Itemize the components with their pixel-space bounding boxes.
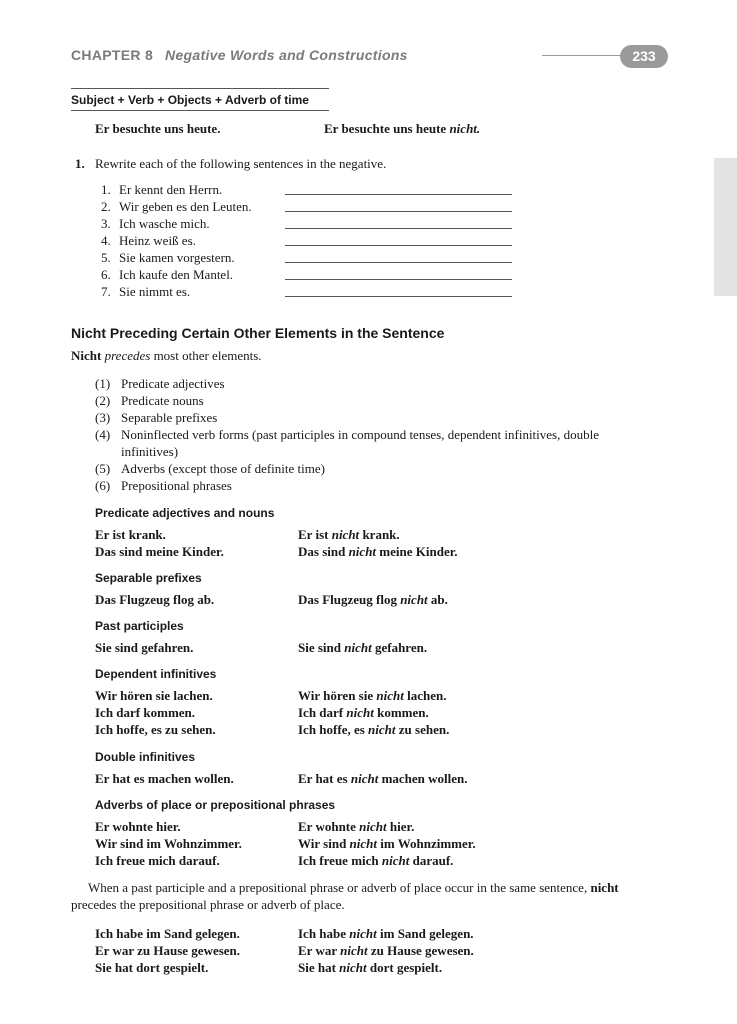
- section-heading: [71, 325, 444, 341]
- example-negative-part: dort gespielt.: [366, 960, 443, 975]
- exercise-item-text: Sie nimmt es.: [119, 284, 191, 299]
- nicht-emphasis: nicht: [368, 722, 396, 737]
- list-item-text: Adverbs (except those of definite time): [121, 461, 325, 476]
- example-negative: [298, 721, 449, 738]
- page-number: 233: [620, 45, 668, 68]
- example-negative: [298, 925, 474, 942]
- nicht-emphasis: nicht: [349, 926, 377, 941]
- intro-lead: Nicht: [71, 348, 102, 363]
- nicht-emphasis: nicht: [346, 705, 374, 720]
- example-affirmative: Er besuchte uns heute.: [95, 121, 221, 136]
- example-negative-part: Wir hören sie: [298, 688, 377, 703]
- example-negative-part: gefahren.: [371, 640, 428, 655]
- example-negative: [298, 639, 427, 656]
- list-item-text: Predicate nouns: [121, 393, 204, 408]
- running-header: [71, 47, 408, 63]
- example-negative-part: Ich hoffe, es: [298, 722, 369, 737]
- example-group-heading: Dependent infinitives: [95, 667, 217, 681]
- closing-line2: precedes the prepositional phrase or adverb of place.: [71, 897, 345, 912]
- section-heading-rest: Preceding Certain Other Elements in the Sentence: [106, 325, 445, 341]
- example-affirmative: Ich freue mich darauf.: [95, 853, 220, 868]
- example-negative: [298, 687, 446, 704]
- example-affirmative: Wir hören sie lachen.: [95, 688, 213, 703]
- example-affirmative: Ich hoffe, es zu sehen.: [95, 722, 216, 737]
- example-negative: [298, 591, 448, 608]
- example-group-heading: Predicate adjectives and nouns: [95, 506, 275, 520]
- example-negative-part: Er ist: [298, 527, 332, 542]
- example-negative: [298, 852, 453, 869]
- closing-line1: When a past participle and a prepositional phrase or adverb of place occur in the same sentence,: [88, 880, 591, 895]
- exercise-item-number: 1.: [101, 182, 111, 197]
- list-item-number: (5): [95, 461, 111, 476]
- exercise-item-number: 7.: [101, 284, 111, 299]
- example-negative-part: Er hat es: [298, 771, 351, 786]
- example-group-heading: Double infinitives: [95, 750, 196, 764]
- header-rule: [542, 55, 632, 56]
- exercise-instruction: Rewrite each of the following sentences in the negative.: [95, 156, 387, 171]
- chapter-label: CHAPTER 8: [71, 47, 154, 63]
- list-item-text: Noninflected verb forms (past participles in compound tenses, dependent infinitives, double: [121, 427, 599, 442]
- example-negative-part: Ich darf: [298, 705, 347, 720]
- list-item-number: (4): [95, 427, 111, 442]
- example-group-heading: Adverbs of place or prepositional phrases: [95, 798, 336, 812]
- example-affirmative: Sie hat dort gespielt.: [95, 960, 209, 975]
- example-negative-part: krank.: [359, 527, 400, 542]
- answer-blank[interactable]: [285, 262, 512, 263]
- word-order-formula: Subject + Verb + Objects + Adverb of time: [71, 88, 329, 111]
- example-negative-part: machen wollen.: [378, 771, 468, 786]
- example-negative-part: zu sehen.: [395, 722, 450, 737]
- example-negative: [298, 704, 429, 721]
- example-negative: [298, 959, 442, 976]
- example-negative: [298, 835, 476, 852]
- nicht-emphasis: nicht: [331, 527, 360, 542]
- example-negative: [298, 526, 400, 543]
- example-negative: [298, 770, 468, 787]
- nicht-emphasis: nicht: [400, 592, 428, 607]
- example-negative-part: im Sand gelegen.: [376, 926, 474, 941]
- example-negative: [324, 120, 480, 137]
- example-negative: [298, 942, 474, 959]
- example-group-heading: Separable prefixes: [95, 571, 202, 585]
- example-negative-part: Sie hat: [298, 960, 340, 975]
- example-affirmative: Sie sind gefahren.: [95, 640, 194, 655]
- list-item-text: Separable prefixes: [121, 410, 218, 425]
- example-negative-part: kommen.: [373, 705, 429, 720]
- answer-blank[interactable]: [285, 296, 512, 297]
- example-negative-part: ab.: [427, 592, 448, 607]
- exercise-item-number: 2.: [101, 199, 111, 214]
- nicht-emphasis: nicht.: [449, 121, 481, 136]
- answer-blank[interactable]: [285, 211, 512, 212]
- nicht-emphasis: nicht: [340, 943, 368, 958]
- nicht-emphasis: nicht: [344, 640, 372, 655]
- example-negative: [298, 818, 414, 835]
- nicht-emphasis: nicht: [376, 688, 404, 703]
- intro-rest: most other elements.: [150, 348, 262, 363]
- nicht-emphasis: nicht: [349, 836, 378, 851]
- example-affirmative: Das Flugzeug flog ab.: [95, 592, 215, 607]
- example-negative-part: hier.: [386, 819, 415, 834]
- example-negative-part: darauf.: [409, 853, 454, 868]
- exercise-item-text: Er kennt den Herrn.: [119, 182, 223, 197]
- nicht-emphasis: nicht: [348, 544, 377, 559]
- example-negative: [298, 543, 458, 560]
- list-item-number: (6): [95, 478, 111, 493]
- intro-verb: precedes: [104, 348, 151, 363]
- example-negative-part: lachen.: [403, 688, 447, 703]
- chapter-title: Negative Words and Constructions: [165, 47, 408, 63]
- list-item-number: (3): [95, 410, 111, 425]
- example-negative-part: Das sind: [298, 544, 349, 559]
- nicht-emphasis: nicht: [339, 960, 367, 975]
- list-item-text: infinitives): [121, 444, 179, 459]
- nicht-emphasis: nicht: [381, 853, 410, 868]
- section-heading-lead: Nicht: [71, 325, 106, 341]
- example-affirmative: Das sind meine Kinder.: [95, 544, 224, 559]
- example-group-heading: Past participles: [95, 619, 184, 633]
- exercise-item-text: Sie kamen vorgestern.: [119, 250, 235, 265]
- example-negative-part: Ich habe: [298, 926, 350, 941]
- example-negative-text: Er besuchte uns heute: [324, 121, 450, 136]
- example-negative-part: zu Hause gewesen.: [367, 943, 474, 958]
- example-affirmative: Ich darf kommen.: [95, 705, 196, 720]
- example-affirmative: Er wohnte hier.: [95, 819, 181, 834]
- example-negative-part: Sie sind: [298, 640, 345, 655]
- nicht-emphasis: nicht: [350, 771, 379, 786]
- answer-blank[interactable]: [285, 279, 512, 280]
- example-affirmative: Er hat es machen wollen.: [95, 771, 234, 786]
- list-item-number: (1): [95, 376, 111, 391]
- side-thumb-tab: [714, 158, 737, 296]
- exercise-item-number: 6.: [101, 267, 111, 282]
- example-negative-part: meine Kinder.: [376, 544, 458, 559]
- nicht-emphasis: nicht: [359, 819, 387, 834]
- exercise-item-number: 3.: [101, 216, 111, 231]
- example-negative-part: im Wohnzimmer.: [377, 836, 476, 851]
- exercise-number: 1.: [75, 156, 85, 171]
- example-affirmative: Ich habe im Sand gelegen.: [95, 926, 240, 941]
- example-negative-part: Ich freue mich: [298, 853, 382, 868]
- section-intro: [71, 347, 262, 364]
- answer-blank[interactable]: [285, 245, 512, 246]
- exercise-item-text: Heinz weiß es.: [119, 233, 196, 248]
- answer-blank[interactable]: [285, 194, 512, 195]
- example-affirmative: Wir sind im Wohnzimmer.: [95, 836, 242, 851]
- closing-nicht: nicht: [590, 880, 619, 895]
- answer-blank[interactable]: [285, 228, 512, 229]
- list-item-text: Predicate adjectives: [121, 376, 225, 391]
- example-negative-part: Er war: [298, 943, 341, 958]
- list-item-number: (2): [95, 393, 111, 408]
- exercise-item-text: Wir geben es den Leuten.: [119, 199, 252, 214]
- example-negative-part: Er wohnte: [298, 819, 360, 834]
- closing-paragraph: [71, 879, 671, 913]
- list-item-text: Prepositional phrases: [121, 478, 232, 493]
- example-affirmative: Er war zu Hause gewesen.: [95, 943, 241, 958]
- exercise-item-text: Ich wasche mich.: [119, 216, 210, 231]
- example-negative-part: Wir sind: [298, 836, 350, 851]
- example-affirmative: Er ist krank.: [95, 527, 166, 542]
- exercise-item-text: Ich kaufe den Mantel.: [119, 267, 234, 282]
- exercise-item-number: 5.: [101, 250, 111, 265]
- exercise-item-number: 4.: [101, 233, 111, 248]
- example-negative-part: Das Flugzeug flog: [298, 592, 401, 607]
